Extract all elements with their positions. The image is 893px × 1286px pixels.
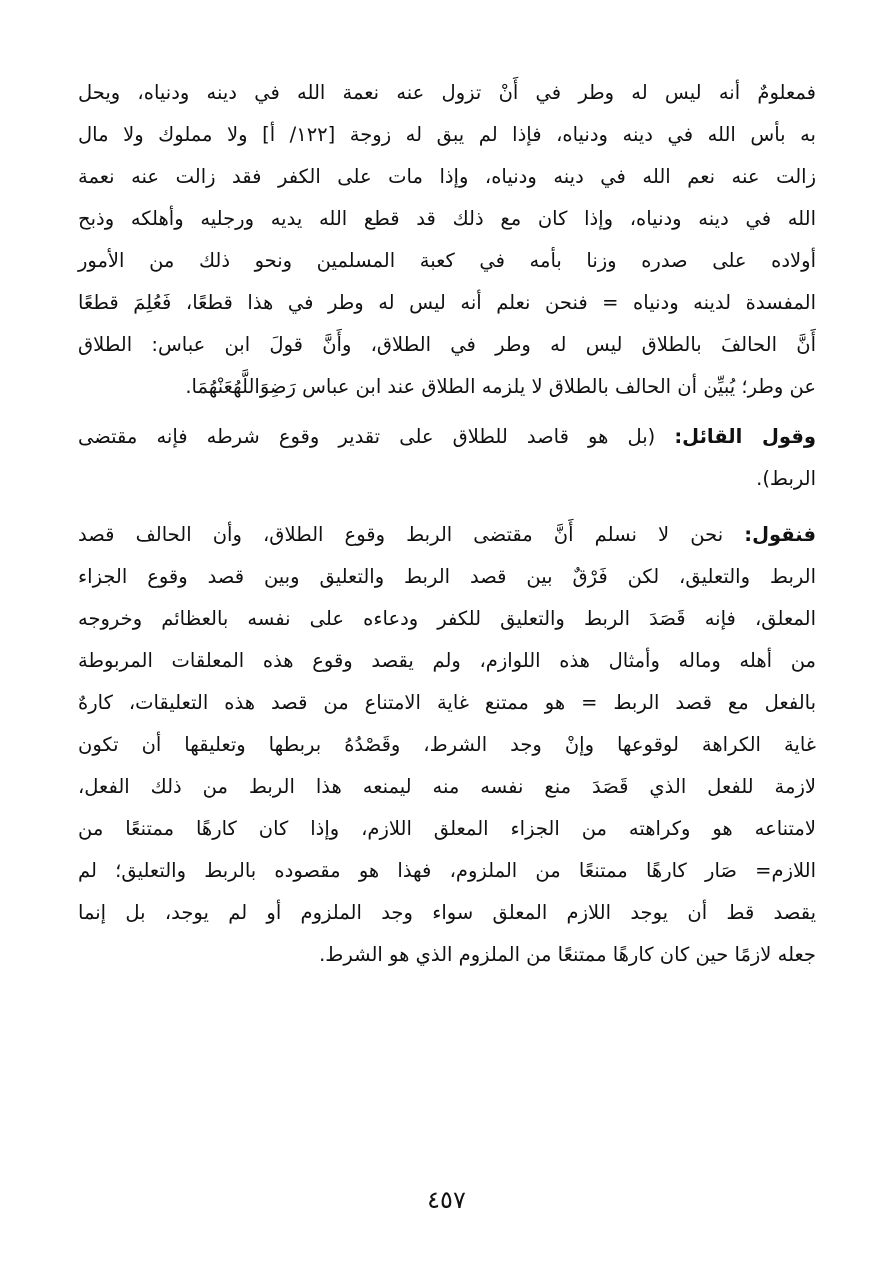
- text-line: الله في دينه ودنياه، وإذا كان مع ذلك قد قطع الله يديه ورجليه وأهلكه وذبح: [78, 207, 816, 230]
- text-line: من أهله وماله وأمثال هذه اللوازم، ولم يقصد وقوع هذه المعلقات المربوطة: [78, 649, 816, 672]
- text-line: اللازم= صَار كارهًا ممتنعًا من الملزوم، فهذا هو مقصوده بالربط والتعليق؛ لم: [78, 859, 816, 882]
- text-line: المعلق، فإنه قَصَدَ الربط والتعليق للكفر ودعاءه على نفسه بالعظائم وخروجه: [78, 607, 816, 630]
- text-line: يقصد قط أن يوجد اللازم المعلق سواء وجد الملزوم أو لم يوجد، بل إنما: [78, 901, 816, 924]
- text-line: جعله لازمًا حين كان كارهًا ممتنعًا من الملزوم الذي هو الشرط.: [319, 943, 816, 966]
- text-line: لامتناعه هو وكراهته من الجزاء المعلق اللازم، وإذا كان كارهًا ممتنعًا من: [78, 817, 816, 840]
- text-segment: نحن لا نسلم أَنَّ مقتضى الربط وقوع الطلاق، وأن الحالف قصد: [78, 523, 745, 546]
- text-line: عن وطر؛ يُبيِّن أن الحالف بالطلاق لا يلزمه الطلاق عند ابن عباس رَضِوَاللَّهُعَنْهُمَا.: [185, 375, 816, 398]
- text-line-with-lead: [78, 514, 816, 556]
- page-body: [78, 72, 816, 976]
- paragraph-3: [78, 514, 816, 976]
- text-line: لازمة للفعل الذي قَصَدَ منع نفسه منه ليمنعه هذا الربط من ذلك الفعل،: [78, 775, 816, 798]
- paragraph-2: [78, 416, 816, 500]
- text-line-with-lead: [78, 416, 816, 458]
- text-line: الربط).: [756, 467, 816, 490]
- page-number: ٤٥٧: [427, 1186, 466, 1214]
- text-line: أَنَّ الحالفَ بالطلاق ليس له وطر في الطلاق، وأَنَّ قولَ ابن عباس: الطلاق: [78, 333, 816, 356]
- paragraph-1: [78, 72, 816, 408]
- text-line: المفسدة لدينه ودنياه = فنحن نعلم أنه ليس له وطر في هذا قطعًا، فَعُلِمَ قطعًا: [78, 291, 816, 314]
- text-line: به بأس الله في دينه ودنياه، فإذا لم يبق له زوجة [١٢٢/ أ] ولا مملوك ولا مال: [78, 123, 816, 146]
- paragraph-lead: وقول القائل:: [674, 425, 816, 448]
- text-line: أولاده على صدره وزنا بأمه في كعبة المسلمين ونحو ذلك من الأمور: [78, 249, 816, 272]
- text-line: زالت عنه نعم الله في دينه ودنياه، وإذا مات على الكفر فقد زالت عنه نعمة: [78, 165, 816, 188]
- text-line: الربط والتعليق، لكن فَرْقٌ بين قصد الربط والتعليق وبين قصد وقوع الجزاء: [78, 565, 816, 588]
- text-line: بالفعل مع قصد الربط = هو ممتنع غاية الامتناع من قصد هذه التعليقات، كارهٌ: [78, 691, 816, 714]
- text-line: فمعلومٌ أنه ليس له وطر في أَنْ تزول عنه نعمة الله في دينه ودنياه، ويحل: [78, 81, 816, 104]
- text-segment: (بل هو قاصد للطلاق على تقدير وقوع شرطه فإنه مقتضى: [78, 425, 675, 448]
- text-line: غاية الكراهة لوقوعها وإنْ وجد الشرط، وقَصْدُهُ بربطها وتعليقها أن تكون: [78, 733, 816, 756]
- paragraph-lead: فنقول:: [744, 523, 816, 546]
